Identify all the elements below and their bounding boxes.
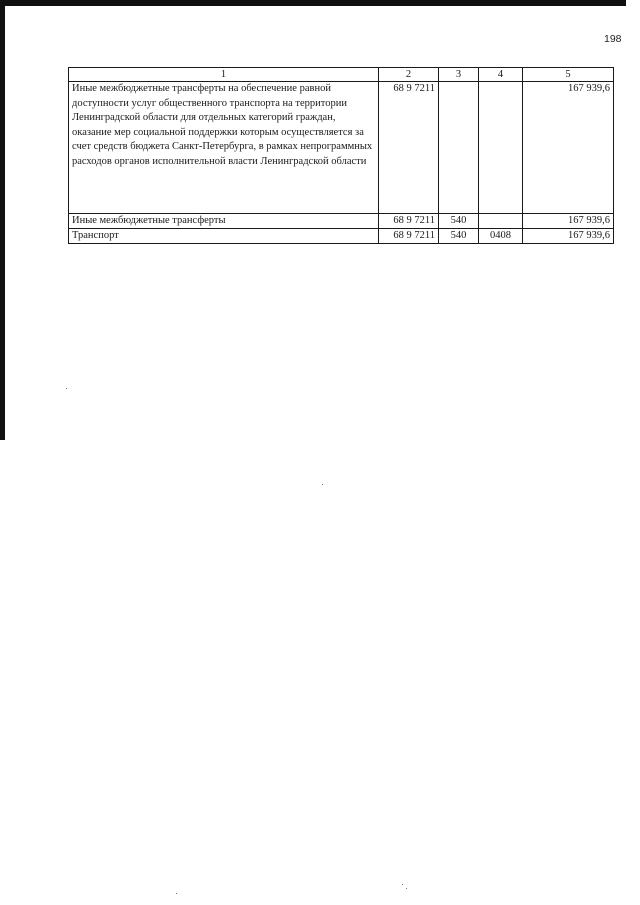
target-article-cell: 68 9 7211 [379,214,439,229]
amount-cell: 167 939,6 [523,214,614,229]
table-row [69,214,614,229]
section-cell [479,82,523,214]
expense-type-cell: 540 [439,214,479,229]
section-cell: 0408 [479,229,523,244]
table-row [69,82,614,214]
scan-speck [176,893,177,894]
scan-speck [406,888,407,889]
target-article-cell: 68 9 7211 [379,82,439,214]
header-cell: 1 [69,68,379,82]
amount-cell: 167 939,6 [523,229,614,244]
header-cell: 5 [523,68,614,82]
scan-speck [402,884,403,885]
row-name-cell: Иные межбюджетные трансферты на обеспечение равной доступности услуг общественного транспорта на территории Ленинградской области для отдельных категорий граждан, оказание мер социальной поддержки которым осуществляется за счет средств бюджета Санкт-Петербурга, в рамках непрограммных расходов органов исполнительной власти Ленинградской области [69,82,379,214]
table-header-row [69,68,614,82]
scan-edge-left [0,0,5,440]
table-row [69,229,614,244]
expense-type-cell: 540 [439,229,479,244]
row-name-cell: Транспорт [69,229,379,244]
target-article-cell: 68 9 7211 [379,229,439,244]
page-number: 198 [604,33,622,45]
header-cell: 4 [479,68,523,82]
scan-speck [66,388,67,389]
header-cell: 2 [379,68,439,82]
amount-cell: 167 939,6 [523,82,614,214]
budget-table [68,67,614,244]
section-cell [479,214,523,229]
header-cell: 3 [439,68,479,82]
scan-speck [322,484,323,485]
scan-edge-top [0,0,626,6]
expense-type-cell [439,82,479,214]
row-name-cell: Иные межбюджетные трансферты [69,214,379,229]
